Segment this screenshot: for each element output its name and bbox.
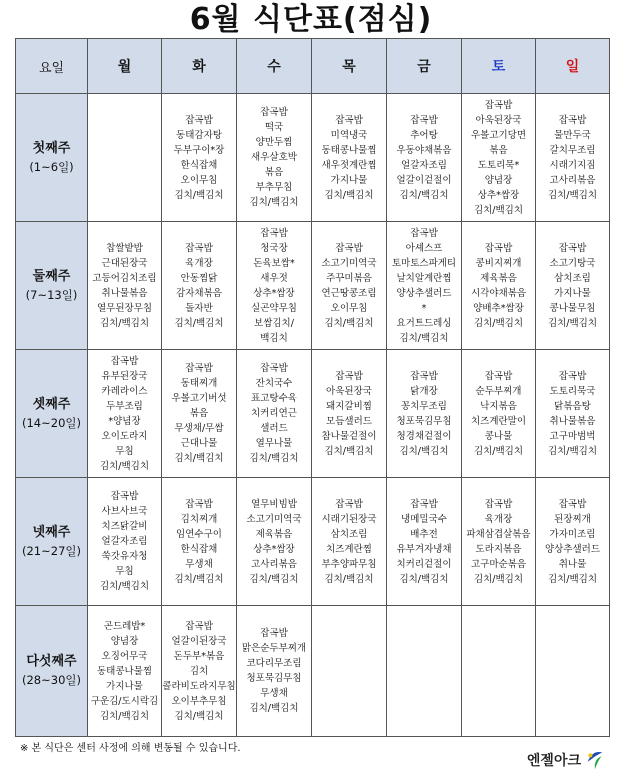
menu-item: 잡곡밥	[484, 99, 513, 111]
menu-item: 오이부추무침	[171, 695, 227, 707]
menu-item: 잡곡밥	[185, 498, 213, 510]
week-range: (14~20일)	[22, 415, 81, 430]
menu-item: 우볼고기당면	[470, 129, 527, 141]
menu-item: 무생채/무쌈	[174, 423, 224, 434]
menu-cell-sun	[536, 606, 610, 737]
menu-item: 잡곡밥	[410, 498, 438, 510]
menu-item: 볶음	[264, 167, 284, 178]
menu-item: 얼갈자조림	[401, 159, 447, 171]
week-range: (1~6일)	[29, 159, 74, 174]
menu-item: 잡곡밥	[558, 242, 587, 254]
week-label	[16, 350, 88, 478]
menu-cell-tue	[162, 606, 237, 737]
menu-item: 두부구이*장	[173, 144, 225, 156]
menu-item: 미역냉국	[330, 129, 368, 141]
menu-item: 김치/백김치	[249, 573, 299, 585]
menu-item: 카레라이스	[101, 385, 148, 397]
week-name: 첫째주	[32, 140, 71, 156]
menu-cell-fri	[387, 94, 462, 222]
menu-item: 고사리볶음	[549, 174, 596, 186]
menu-item: 김치/백김치	[399, 573, 449, 585]
menu-item: 김치/백김치	[249, 197, 299, 208]
menu-item: 잡곡밥	[558, 498, 587, 510]
menu-item: 주꾸미볶음	[326, 272, 372, 284]
menu-item: 사브사브국	[101, 506, 148, 517]
day-header-fri: 금	[387, 39, 462, 94]
menu-item: 오이무침	[330, 302, 368, 314]
week-name: 셋째주	[32, 396, 71, 412]
menu-item: 소고기탕국	[549, 257, 596, 269]
footnote: ※ 본 식단은 센터 사정에 의해 변동될 수 있습니다.	[20, 743, 241, 754]
menu-item: 아욱된장국	[475, 114, 522, 126]
menu-item: 잡곡밥	[260, 227, 288, 239]
menu-item: 김치/백김치	[174, 710, 224, 722]
menu-item: 파채삼겹살볶음	[466, 528, 531, 540]
menu-cell-fri	[387, 478, 462, 606]
menu-item: 안동찜닭	[180, 272, 218, 284]
menu-item: 새우젓	[260, 272, 288, 284]
menu-cell-fri	[387, 222, 462, 350]
menu-item: 표고탕수육	[251, 393, 297, 404]
menu-item: 잡곡밥	[484, 242, 513, 254]
menu-item: 볶음	[189, 408, 209, 419]
menu-item: 동태콩나물찜	[321, 144, 377, 156]
menu-item: 두부조림	[106, 400, 143, 412]
menu-item: 도토리묵*	[477, 159, 520, 171]
menu-cell-tue	[162, 94, 237, 222]
menu-item: 김치/백김치	[249, 453, 299, 464]
day-header-sun: 일	[536, 39, 610, 94]
menu-item: 콩나물	[484, 430, 513, 442]
menu-item: 청포묵김무침	[246, 673, 302, 684]
menu-cell-tue	[162, 222, 237, 350]
menu-item: 돼지갈비찜	[326, 400, 372, 412]
menu-item: 청포묵김무침	[396, 415, 452, 427]
menu-item: 보쌈김치/	[254, 317, 294, 329]
menu-item: 구운김/도시락김	[90, 695, 159, 707]
week-name: 둘째주	[32, 268, 71, 284]
menu-cell-wed	[237, 606, 312, 737]
menu-item: 부추무침	[255, 182, 293, 193]
menu-item: 무생채	[185, 558, 213, 570]
menu-cell-sun	[536, 478, 610, 606]
menu-item: 잡곡밥	[185, 620, 213, 632]
brand-logo	[527, 748, 606, 772]
menu-item: 토마토스파게티	[391, 257, 457, 269]
menu-item: 열무나물	[255, 438, 293, 449]
menu-item: 취나물볶음	[101, 287, 148, 299]
menu-table	[15, 38, 610, 737]
menu-item: 잡곡밥	[410, 114, 438, 126]
menu-cell-sun	[536, 350, 610, 478]
menu-item: 잡곡밥	[558, 114, 587, 126]
menu-item: 유부된장국	[101, 370, 148, 382]
menu-item: 치즈계란말이	[470, 415, 527, 427]
menu-item: 김치/백김치	[399, 332, 449, 344]
menu-item: 김치/백김치	[99, 581, 150, 592]
menu-item: 취나물볶음	[549, 415, 596, 427]
menu-item: 시각야채볶음	[470, 287, 527, 299]
brand-name: 엔젤아크	[526, 753, 581, 769]
menu-item: 김치	[189, 665, 209, 677]
day-label-header: 요일	[16, 39, 88, 94]
menu-item: 김치/백김치	[473, 204, 524, 216]
menu-item: 양상추샐러드	[544, 543, 601, 555]
menu-item: 잡곡밥	[410, 227, 438, 239]
menu-item: 치즈닭갈비	[101, 521, 148, 532]
menu-item: 고등어김치조림	[92, 272, 157, 284]
menu-item: 시래기지짐	[549, 159, 596, 171]
menu-item: 양만두찜	[255, 137, 293, 148]
menu-item: 도라지볶음	[475, 543, 522, 555]
menu-item: *양념장	[108, 415, 141, 427]
angel-logo-icon	[584, 749, 606, 771]
menu-item: 닭볶음탕	[554, 400, 591, 412]
menu-cell-sun	[536, 222, 610, 350]
menu-item: 잡곡밥	[335, 242, 363, 254]
menu-item: 갈치무조림	[549, 144, 596, 156]
menu-item: 꽁치무조림	[401, 400, 447, 412]
week-label	[16, 606, 88, 737]
menu-item: 김치/백김치	[547, 445, 598, 457]
menu-item: 냉메밀국수	[401, 513, 447, 525]
menu-item: 찹쌀밭밥	[106, 242, 143, 254]
menu-item: 근대나물	[180, 438, 218, 449]
menu-item: 김치/백김치	[399, 189, 449, 201]
menu-item: 감자채볶음	[176, 287, 222, 299]
menu-item: 잡곡밥	[110, 355, 139, 367]
page-title: 6월 식단표(점심)	[189, 2, 433, 37]
menu-cell-mon	[88, 606, 162, 737]
menu-cell-mon	[88, 94, 162, 222]
day-header-tue: 화	[162, 39, 237, 94]
menu-item: 고구마순볶음	[470, 558, 527, 570]
menu-item: 모듬샐러드	[326, 415, 372, 427]
menu-item: 삼치조림	[554, 272, 591, 284]
menu-item: 떡국	[264, 122, 284, 133]
menu-item: 김치/백김치	[324, 573, 374, 585]
menu-item: 얼갈이겉절이	[396, 174, 452, 186]
menu-item: 유부겨자냉채	[396, 543, 452, 555]
menu-item: 돈육보쌈*	[253, 257, 295, 269]
menu-item: 소고기미역국	[321, 257, 377, 269]
menu-item: 김치/백김치	[473, 445, 524, 457]
menu-item: 취나물	[558, 558, 587, 570]
menu-item: 도토리묵국	[549, 385, 596, 397]
menu-item: 요거트드레싱	[396, 317, 452, 329]
menu-item: 돌자반	[185, 302, 213, 314]
menu-item: 아셰스프	[405, 242, 443, 254]
menu-item: 김치/백김치	[547, 317, 598, 329]
week-label	[16, 478, 88, 606]
menu-item: 동태콩나물찜	[96, 665, 153, 677]
menu-cell-mon	[88, 350, 162, 478]
menu-item: 상추*쌈장	[477, 189, 520, 201]
menu-item: 된장찌개	[554, 513, 591, 525]
menu-item: 잡곡밥	[110, 491, 139, 502]
menu-cell-fri	[387, 350, 462, 478]
menu-item: 날치알계란찜	[396, 272, 452, 284]
week-row	[16, 350, 610, 478]
week-range: (7~13일)	[25, 287, 78, 302]
menu-cell-wed	[237, 222, 312, 350]
menu-item: 상추*쌈장	[253, 543, 295, 555]
menu-item: 김치/백김치	[174, 317, 224, 329]
menu-item: 김치/백김치	[324, 189, 374, 201]
menu-item: 육개장	[484, 513, 513, 525]
menu-item: 잡곡밥	[410, 370, 438, 382]
menu-item: 연근땅콩조림	[321, 287, 377, 299]
menu-cell-sat	[462, 350, 536, 478]
menu-item: 김치/백김치	[324, 445, 374, 457]
menu-item: 김치/백김치	[473, 317, 524, 329]
week-range: (28~30일)	[22, 673, 81, 687]
menu-item: 돈두부*볶음	[173, 650, 225, 662]
menu-item: 잡곡밥	[484, 370, 513, 382]
week-label	[16, 222, 88, 350]
menu-item: 물만두국	[554, 129, 591, 141]
menu-cell-sat	[462, 478, 536, 606]
menu-item: 곤드레밥*	[103, 620, 146, 632]
menu-item: 잡곡밥	[260, 628, 288, 639]
menu-item: 동태감자탕	[176, 129, 222, 141]
menu-item: 상추*쌈장	[253, 287, 295, 299]
menu-item: 치즈계란찜	[326, 543, 372, 555]
menu-item: 김치/백김치	[174, 453, 224, 464]
menu-item: 잡곡밥	[335, 114, 363, 126]
menu-item: 코다리무조림	[246, 658, 302, 669]
menu-item: 콩비지찌개	[475, 257, 522, 269]
menu-item: 볶음	[489, 144, 508, 156]
menu-item: 오징어무국	[101, 650, 148, 662]
menu-cell-tue	[162, 478, 237, 606]
menu-cell-sun	[536, 94, 610, 222]
menu-item: 김치/백김치	[99, 460, 150, 472]
menu-item: 양상추샐러드	[396, 287, 452, 299]
menu-item: 제육볶음	[480, 272, 517, 284]
menu-item: 잡곡밥	[558, 370, 587, 382]
menu-item: 백김치	[260, 332, 288, 344]
menu-item: 김치/백김치	[547, 189, 598, 201]
menu-item: 잡곡밥	[335, 498, 363, 510]
menu-item: 잔치국수	[255, 378, 293, 389]
menu-item: 잡곡밥	[260, 363, 288, 374]
menu-item: 가지나물	[330, 174, 368, 186]
menu-item: 삼치조림	[330, 528, 368, 540]
week-row	[16, 478, 610, 606]
menu-item: 가지나물	[106, 680, 143, 692]
menu-item: 한식잡채	[180, 159, 218, 171]
menu-item: 무생채	[260, 688, 288, 699]
menu-item: 김치/백김치	[174, 573, 224, 585]
menu-item: 육개장	[185, 257, 213, 269]
menu-item: 잡곡밥	[484, 498, 513, 510]
menu-item: *	[421, 302, 427, 314]
menu-item: 양배추*쌈장	[473, 302, 524, 314]
menu-item: 잡곡밥	[260, 107, 288, 118]
menu-item: 추어탕	[410, 129, 438, 141]
menu-item: 청국장	[260, 242, 288, 254]
menu-item: 김치/백김치	[324, 317, 374, 329]
day-header-wed: 수	[237, 39, 312, 94]
menu-item: 새우젓계란찜	[321, 159, 377, 171]
menu-item: 고사리볶음	[251, 558, 297, 570]
menu-cell-thu	[312, 222, 387, 350]
menu-item: 얼갈자조림	[101, 536, 148, 547]
menu-item: 아욱된장국	[326, 385, 372, 397]
menu-item: 동태찌개	[180, 378, 218, 389]
menu-item: 치커리연근	[251, 408, 297, 419]
day-header-sat: 토	[462, 39, 536, 94]
week-name: 넷째주	[32, 524, 71, 540]
menu-item: 오이도라지	[101, 430, 148, 442]
menu-item: 실곤약무침	[251, 302, 297, 314]
menu-item: 김치/백김치	[399, 445, 449, 457]
day-header-mon: 월	[88, 39, 162, 94]
menu-cell-thu	[312, 606, 387, 737]
menu-item: 닭개장	[410, 385, 438, 397]
menu-cell-sat	[462, 94, 536, 222]
menu-item: 잡곡밥	[185, 242, 213, 254]
week-row	[16, 606, 610, 737]
week-range: (21~27일)	[22, 543, 81, 558]
menu-item: 얼갈이된장국	[171, 635, 227, 647]
menu-item: 제육볶음	[255, 528, 293, 540]
menu-item: 양념장	[484, 174, 513, 186]
menu-cell-wed	[237, 350, 312, 478]
menu-item: 근대된장국	[101, 257, 148, 269]
menu-item: 잡곡밥	[335, 370, 363, 382]
menu-item: 고구마범벅	[549, 430, 596, 442]
menu-item: 콜라비도라지무침	[162, 680, 236, 692]
menu-item: 임연수구이	[176, 528, 222, 540]
menu-item: 콩나물무침	[549, 302, 596, 314]
menu-cell-sat	[462, 222, 536, 350]
menu-cell-tue	[162, 350, 237, 478]
menu-item: 새우살호박	[251, 152, 297, 163]
menu-item: 우볼고기버섯	[171, 393, 227, 404]
week-name: 다섯째주	[26, 654, 77, 669]
menu-cell-wed	[237, 478, 312, 606]
menu-item: 샐러드	[260, 423, 288, 434]
menu-cell-mon	[88, 478, 162, 606]
menu-item: 청경채겉절이	[396, 430, 452, 442]
menu-item: 김치/백김치	[547, 573, 598, 585]
header-row	[16, 39, 610, 94]
menu-item: 무침	[115, 566, 134, 577]
menu-item: 김치/백김치	[249, 703, 299, 714]
menu-item: 쑥갓유자청	[101, 551, 148, 562]
menu-item: 김치/백김치	[473, 573, 524, 585]
menu-cell-thu	[312, 94, 387, 222]
menu-item: 열무비빔밥	[251, 498, 297, 510]
menu-item: 김치/백김치	[99, 317, 150, 329]
menu-item: 배추전	[410, 528, 438, 540]
week-row	[16, 222, 610, 350]
menu-item: 김치/백김치	[174, 189, 224, 201]
menu-cell-fri	[387, 606, 462, 737]
menu-item: 잡곡밥	[185, 114, 213, 126]
menu-cell-mon	[88, 222, 162, 350]
menu-item: 순두부찌개	[475, 385, 522, 397]
menu-cell-thu	[312, 478, 387, 606]
menu-item: 부추양파무침	[321, 558, 377, 570]
menu-item: 열무된장무침	[96, 302, 153, 314]
menu-item: 한식잡채	[180, 543, 218, 555]
menu-cell-sat	[462, 606, 536, 737]
menu-item: 잡곡밥	[185, 363, 213, 374]
menu-item: 참나물겉절이	[321, 430, 377, 442]
menu-item: 오이무침	[180, 174, 218, 186]
menu-cell-wed	[237, 94, 312, 222]
menu-cell-thu	[312, 350, 387, 478]
menu-item: 가자미조림	[549, 528, 596, 540]
week-label	[16, 94, 88, 222]
menu-item: 무침	[115, 445, 134, 457]
menu-item: 김치/백김치	[99, 710, 150, 722]
menu-item: 시래기된장국	[321, 513, 377, 525]
menu-item: 치커리겉절이	[396, 558, 452, 570]
week-row	[16, 94, 610, 222]
menu-item: 소고기미역국	[246, 513, 302, 525]
menu-item: 김치찌개	[180, 513, 218, 525]
day-header-thu: 목	[312, 39, 387, 94]
menu-item: 가지나물	[554, 287, 591, 299]
menu-item: 낙지볶음	[480, 400, 517, 412]
menu-item: 양념장	[110, 635, 139, 647]
menu-item: 우동야채볶음	[396, 144, 452, 156]
menu-item: 맑은순두부찌개	[241, 643, 307, 654]
